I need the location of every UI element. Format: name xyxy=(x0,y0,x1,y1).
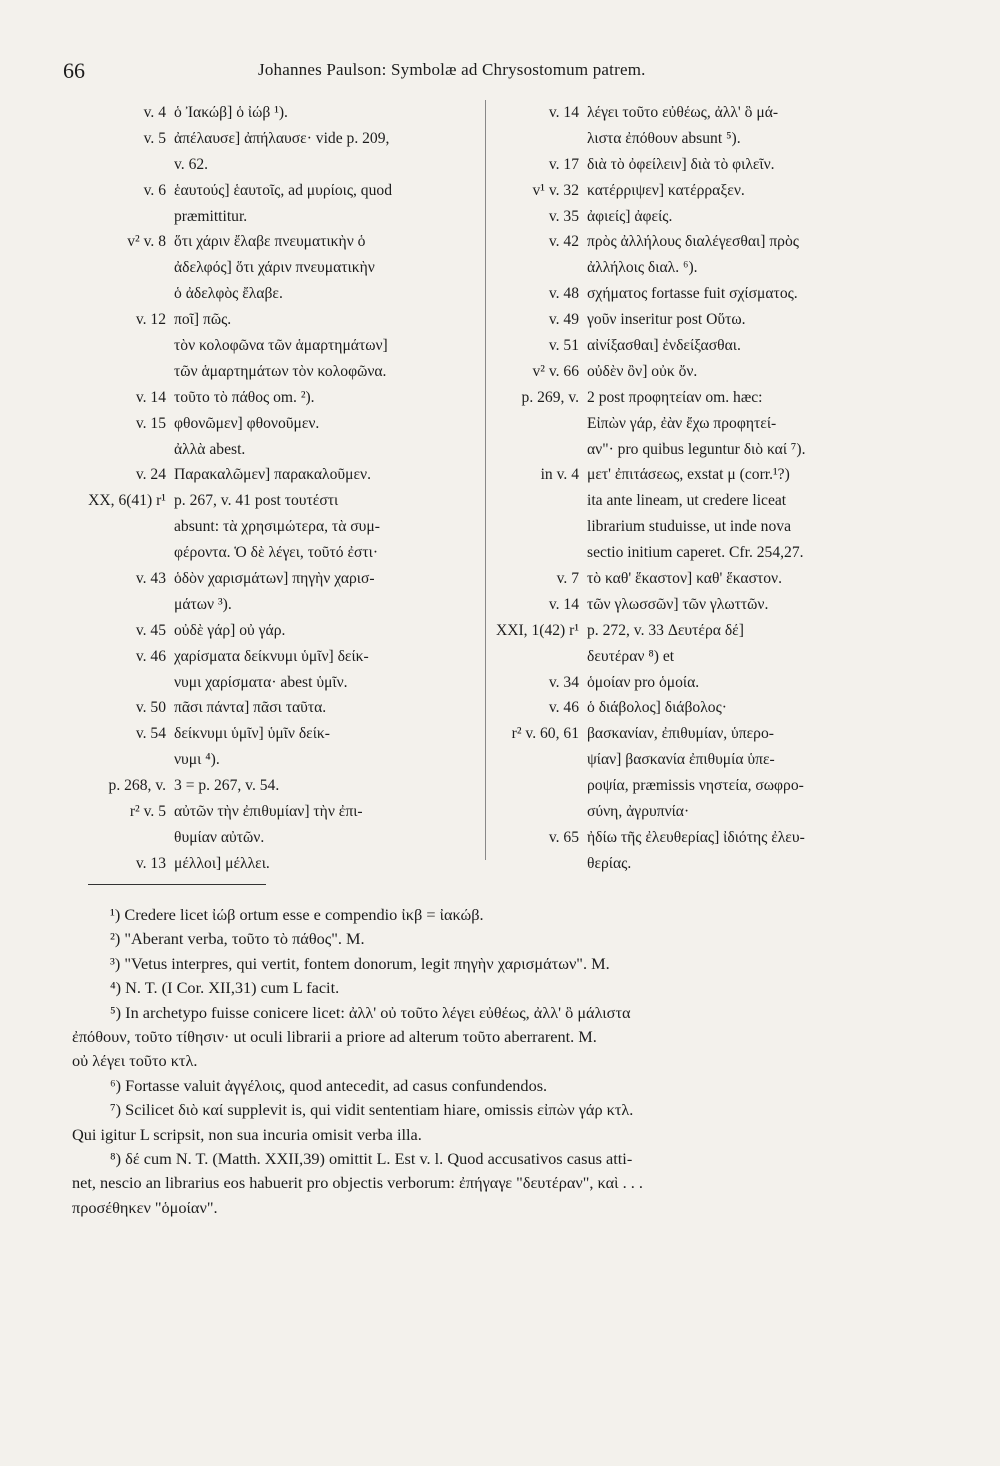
variant-text: ἠδίω τῆς ἐλευθερίας] ἰδιότης ἐλευ- xyxy=(587,828,805,846)
verse-reference: v. 13 xyxy=(135,854,166,872)
verse-reference xyxy=(68,255,166,281)
verse-reference xyxy=(487,488,579,514)
verse-reference: v. 24 xyxy=(135,466,166,484)
variant-text: ὁ διάβολος] διάβολος· xyxy=(587,699,727,717)
apparatus-entry xyxy=(487,799,907,825)
verse-reference xyxy=(68,281,166,307)
verse-reference xyxy=(68,540,166,566)
variant-text: αἰνίξασθαι] ἐνδείξασθαι. xyxy=(587,337,741,355)
verse-reference: v² v. 8 xyxy=(127,233,166,251)
variant-text: μάτων ³). xyxy=(174,595,232,613)
variant-text: μέλλοι] μέλλει. xyxy=(174,854,270,872)
footnote-rule xyxy=(88,884,266,885)
verse-reference xyxy=(68,437,166,463)
verse-reference: r² v. 60, 61 xyxy=(511,725,579,743)
apparatus-entry xyxy=(487,851,907,877)
apparatus-entry xyxy=(68,825,486,851)
verse-reference: p. 268, v. xyxy=(108,777,166,795)
apparatus-entry xyxy=(487,333,907,359)
apparatus-entry xyxy=(68,540,486,566)
verse-reference xyxy=(68,825,166,851)
verse-reference: v. 65 xyxy=(548,828,579,846)
footnote-line: Qui igitur L scripsit, non sua incuria omisit verba illa. xyxy=(72,1124,422,1144)
apparatus-entry xyxy=(68,333,486,359)
variant-text: φθονῶμεν] φθονοῦμεν. xyxy=(174,414,320,432)
verse-reference: v. 12 xyxy=(135,311,166,329)
variant-text: absunt: τὰ χρησιμώτερα, τὰ συμ- xyxy=(174,518,380,536)
variant-text: ποῖ] πῶς. xyxy=(174,311,232,329)
verse-reference xyxy=(487,747,579,773)
apparatus-entry xyxy=(487,281,907,307)
variant-text: θυμίαν αὐτῶν. xyxy=(174,828,265,846)
variant-text: 2 post προφητείαν om. hæc: xyxy=(587,388,763,406)
variant-text: 3 = p. 267, v. 54. xyxy=(174,777,280,795)
variant-text: ὅτι χάριν ἔλαβε πνευματικὴν ὁ xyxy=(174,233,366,251)
variant-text: ροψία, præmissis νηστεία, σωφρο- xyxy=(587,777,804,795)
variant-text: τὸν κολοφῶνα τῶν ἁμαρτημάτων] xyxy=(174,337,388,355)
variant-text: πρὸς ἀλλήλους διαλέγεσθαι] πρὸς xyxy=(587,233,799,251)
variant-text: σύνη, ἀγρυπνία· xyxy=(587,803,690,821)
apparatus-entry xyxy=(487,773,907,799)
verse-reference: v. 51 xyxy=(548,337,579,355)
apparatus-entry xyxy=(487,229,907,255)
apparatus-entry xyxy=(487,488,907,514)
variant-text: τῶν γλωσσῶν] τῶν γλωττῶν. xyxy=(587,595,769,613)
running-title: Johannes Paulson: Symbolæ ad Chrysostomum patrem. xyxy=(258,60,646,79)
variant-text: ὁ ἀδελφὸς ἔλαβε. xyxy=(174,285,283,303)
apparatus-entry xyxy=(68,695,486,721)
apparatus-entry xyxy=(487,152,907,178)
verse-reference: v. 7 xyxy=(556,570,579,588)
footnote-line: net, nescio an librarius eos habuerit pro objectis verborum: ἐπήγαγε "δευτέραν", καὶ . . . xyxy=(72,1173,643,1193)
variant-text: ἀδελφός] ὅτι χάριν πνευματικὴν xyxy=(174,259,375,277)
apparatus-entry xyxy=(68,126,486,152)
verse-reference xyxy=(487,773,579,799)
apparatus-entry xyxy=(68,204,486,230)
variant-text: πᾶσι πάντα] πᾶσι ταῦτα. xyxy=(174,699,327,717)
verse-reference: v. 5 xyxy=(143,129,166,147)
verse-reference xyxy=(487,514,579,540)
footnote-line: ἐπόθουν, τοῦτο τίθησιν· ut oculi librarii a priore ad alterum τοῦτο aberrarent. M. xyxy=(72,1027,597,1047)
verse-reference: v. 46 xyxy=(548,699,579,717)
apparatus-entry xyxy=(487,385,907,411)
apparatus-entry xyxy=(68,721,486,747)
verse-reference: p. 269, v. xyxy=(521,388,579,406)
right-column xyxy=(487,100,907,877)
variant-text: ita ante lineam, ut credere liceat xyxy=(587,492,787,510)
apparatus-entry xyxy=(487,255,907,281)
column-divider xyxy=(485,100,486,860)
verse-reference xyxy=(487,851,579,877)
variant-text: θερίας. xyxy=(587,854,632,872)
variant-text: Παρακαλῶμεν] παρακαλοῦμεν. xyxy=(174,466,371,484)
apparatus-entry xyxy=(68,644,486,670)
verse-reference: v. 48 xyxy=(548,285,579,303)
verse-reference xyxy=(68,152,166,178)
apparatus-entry xyxy=(487,618,907,644)
verse-reference: v. 45 xyxy=(135,621,166,639)
variant-text: δείκνυμι ὑμῖν] ὑμῖν δείκ- xyxy=(174,725,330,743)
apparatus-entry xyxy=(68,385,486,411)
footnote-line: ⁷) Scilicet διὸ καί supplevit is, qui vidit sententiam hiare, omissis εἰπὼν γάρ κτλ. xyxy=(110,1100,634,1120)
apparatus-entry xyxy=(68,178,486,204)
apparatus-entry xyxy=(68,851,486,877)
verse-reference: in v. 4 xyxy=(540,466,579,484)
verse-reference xyxy=(68,514,166,540)
verse-reference xyxy=(68,670,166,696)
apparatus-entry xyxy=(487,825,907,851)
variant-text: αν"· pro quibus leguntur διὸ καί ⁷). xyxy=(587,440,806,458)
verse-reference: v. 35 xyxy=(548,207,579,225)
verse-reference: v. 54 xyxy=(135,725,166,743)
apparatus-entry xyxy=(487,747,907,773)
variant-text: φέροντα. Ὁ δὲ λέγει, τοῦτό ἐστι· xyxy=(174,544,379,562)
variant-text: ὁμοίαν pro ὁμοία. xyxy=(587,673,700,691)
variant-text: σχήματος fortasse fuit σχίσματος. xyxy=(587,285,798,303)
variant-text: λιστα ἐπόθουν absunt ⁵). xyxy=(587,129,741,147)
verse-reference: v. 46 xyxy=(135,647,166,665)
footnote-line: οὐ λέγει τοῦτο κτλ. xyxy=(72,1051,198,1071)
apparatus-entry xyxy=(487,437,907,463)
variant-text: νυμι χαρίσματα· abest ὑμῖν. xyxy=(174,673,348,691)
variant-text: οὐδὲ γάρ] οὐ γάρ. xyxy=(174,621,286,639)
footnotes xyxy=(72,903,894,1220)
verse-reference xyxy=(487,540,579,566)
variant-text: præmittitur. xyxy=(174,207,248,225)
verse-reference xyxy=(487,437,579,463)
variant-text: ἀπέλαυσε] ἀπήλαυσε· vide p. 209, xyxy=(174,129,390,147)
apparatus-entry xyxy=(68,747,486,773)
apparatus-entry xyxy=(487,566,907,592)
variant-text: χαρίσματα δείκνυμι ὑμῖν] δείκ- xyxy=(174,647,369,665)
verse-reference: v. 49 xyxy=(548,311,579,329)
apparatus-entry xyxy=(487,670,907,696)
footnote-line: ⁶) Fortasse valuit ἀγγέλοις, quod antecedit, ad casus confundendos. xyxy=(110,1075,548,1095)
variant-text: γοῦν inseritur post Οὕτω. xyxy=(587,311,746,329)
verse-reference: v. 6 xyxy=(143,181,166,199)
verse-reference xyxy=(68,333,166,359)
page-number: 66 xyxy=(63,58,85,83)
verse-reference: r² v. 5 xyxy=(129,803,166,821)
verse-reference xyxy=(68,204,166,230)
variant-text: ἑαυτούς] ἑαυτοῖς, ad μυρίοις, quod xyxy=(174,181,392,199)
verse-reference xyxy=(487,126,579,152)
variant-text: p. 267, v. 41 post τουτέστι xyxy=(174,492,339,510)
apparatus-entry xyxy=(68,566,486,592)
verse-reference xyxy=(487,644,579,670)
variant-text: τῶν ἁμαρτημάτων τὸν κολοφῶνα. xyxy=(174,362,387,380)
verse-reference: v. 50 xyxy=(135,699,166,717)
variant-text: διὰ τὸ ὀφείλειν] διὰ τὸ φιλεῖν. xyxy=(587,155,775,173)
verse-reference: v. 17 xyxy=(548,155,579,173)
apparatus-entry xyxy=(487,644,907,670)
variant-text: ἀλλὰ abest. xyxy=(174,440,246,458)
footnote-line: προσέθηκεν "ὁμοίαν". xyxy=(72,1197,218,1217)
variant-text: ὁ Ἰακώβ] ὁ ἰώβ ¹). xyxy=(174,104,288,121)
variant-text: κατέρριψεν] κατέρραξεν. xyxy=(587,181,745,199)
verse-reference: v¹ v. 32 xyxy=(532,181,579,199)
verse-reference: v. 42 xyxy=(548,233,579,251)
verse-reference: v² v. 66 xyxy=(532,362,579,380)
footnote-line: ⁸) δέ cum N. T. (Matth. XXII,39) omittit L. Est v. l. Quod accusativos casus atti- xyxy=(110,1149,633,1169)
apparatus-entry xyxy=(68,799,486,825)
variant-text: librarium studuisse, ut inde nova xyxy=(587,518,791,536)
variant-text: v. 62. xyxy=(174,155,209,173)
verse-reference: v. 14 xyxy=(548,104,579,121)
variant-text: ψίαν] βασκανία ἐπιθυμία ὑπε- xyxy=(587,751,775,769)
apparatus-entry xyxy=(487,540,907,566)
variant-text: p. 272, v. 33 Δευτέρα δέ] xyxy=(587,621,744,639)
apparatus-entry xyxy=(68,592,486,618)
verse-reference: XX, 6(41) r¹ xyxy=(88,492,166,510)
variant-text: αὐτῶν τὴν ἐπιθυμίαν] τὴν ἐπι- xyxy=(174,803,363,821)
apparatus-entry xyxy=(487,721,907,747)
apparatus-entry xyxy=(68,255,486,281)
apparatus-entry xyxy=(68,281,486,307)
verse-reference: v. 14 xyxy=(135,388,166,406)
footnote-line: ⁵) In archetypo fuisse conicere licet: ἀλλ' οὐ τοῦτο λέγει εὐθέως, ἀλλ' ὃ μάλιστα xyxy=(110,1002,631,1022)
verse-reference: XXI, 1(42) r¹ xyxy=(495,621,579,639)
apparatus-entry xyxy=(487,592,907,618)
verse-reference xyxy=(487,799,579,825)
variant-text: ἀλλήλοις διαλ. ⁶). xyxy=(587,259,698,277)
footnote-line: ¹) Credere licet ἰώβ ortum esse e compendio ἰκβ = ἰακώβ. xyxy=(110,905,484,924)
verse-reference xyxy=(68,592,166,618)
apparatus-entry xyxy=(68,462,486,488)
variant-text: ἀφιείς] ἀφείς. xyxy=(587,207,673,225)
variant-text: δευτέραν ⁸) et xyxy=(587,647,675,665)
verse-reference xyxy=(68,359,166,385)
apparatus-entry xyxy=(68,307,486,333)
apparatus-entry xyxy=(487,695,907,721)
variant-text: μετ' ἐπιτάσεως, exstat μ (corr.¹?) xyxy=(587,466,790,484)
verse-reference xyxy=(68,747,166,773)
variant-text: τὸ καθ' ἕκαστον] καθ' ἕκαστον. xyxy=(587,570,783,588)
verse-reference: v. 4 xyxy=(143,104,166,121)
verse-reference: v. 15 xyxy=(135,414,166,432)
verse-reference: v. 34 xyxy=(548,673,579,691)
left-column xyxy=(68,100,486,877)
verse-reference: v. 43 xyxy=(135,570,166,588)
variant-text: νυμι ⁴). xyxy=(174,751,220,769)
variant-text: λέγει τοῦτο εὐθέως, ἀλλ' ὃ μά- xyxy=(587,104,779,121)
apparatus-entry xyxy=(487,307,907,333)
variant-text: sectio initium caperet. Cfr. 254,27. xyxy=(587,544,804,562)
apparatus-entry xyxy=(487,411,907,437)
variant-text: ὁδὸν χαρισμάτων] πηγὴν χαρισ- xyxy=(174,570,375,588)
variant-text: οὐδὲν ὂν] οὐκ ὄν. xyxy=(587,362,698,380)
apparatus-entry xyxy=(68,411,486,437)
apparatus-entry xyxy=(487,178,907,204)
verse-reference xyxy=(487,255,579,281)
apparatus-entry xyxy=(487,514,907,540)
apparatus-entry xyxy=(68,100,486,126)
apparatus-entry xyxy=(487,204,907,230)
apparatus-entry xyxy=(487,462,907,488)
apparatus-entry xyxy=(68,488,486,514)
variant-text: βασκανίαν, ἐπιθυμίαν, ὑπερο- xyxy=(587,725,774,743)
verse-reference xyxy=(487,411,579,437)
apparatus-entry xyxy=(68,437,486,463)
variant-text: τοῦτο τὸ πάθος om. ²). xyxy=(174,388,315,406)
apparatus-entry xyxy=(68,359,486,385)
footnote-line: ⁴) N. T. (I Cor. XII,31) cum L facit. xyxy=(110,978,340,998)
footnote-line: ²) "Aberant verba, τοῦτο τὸ πάθος". M. xyxy=(110,929,365,949)
verse-reference: v. 14 xyxy=(548,595,579,613)
apparatus-entry xyxy=(487,359,907,385)
variant-text: Εἰπὼν γάρ, ἐὰν ἔχω προφητεί- xyxy=(587,414,777,432)
apparatus-entry xyxy=(68,773,486,799)
apparatus-entry xyxy=(68,670,486,696)
footnote-line: ³) "Vetus interpres, qui vertit, fontem donorum, legit πηγὴν χαρισμάτων". M. xyxy=(110,953,610,973)
apparatus-entry xyxy=(68,229,486,255)
apparatus-entry xyxy=(68,618,486,644)
apparatus-entry xyxy=(68,152,486,178)
apparatus-entry xyxy=(68,514,486,540)
apparatus-entry xyxy=(487,100,907,126)
apparatus-entry xyxy=(487,126,907,152)
